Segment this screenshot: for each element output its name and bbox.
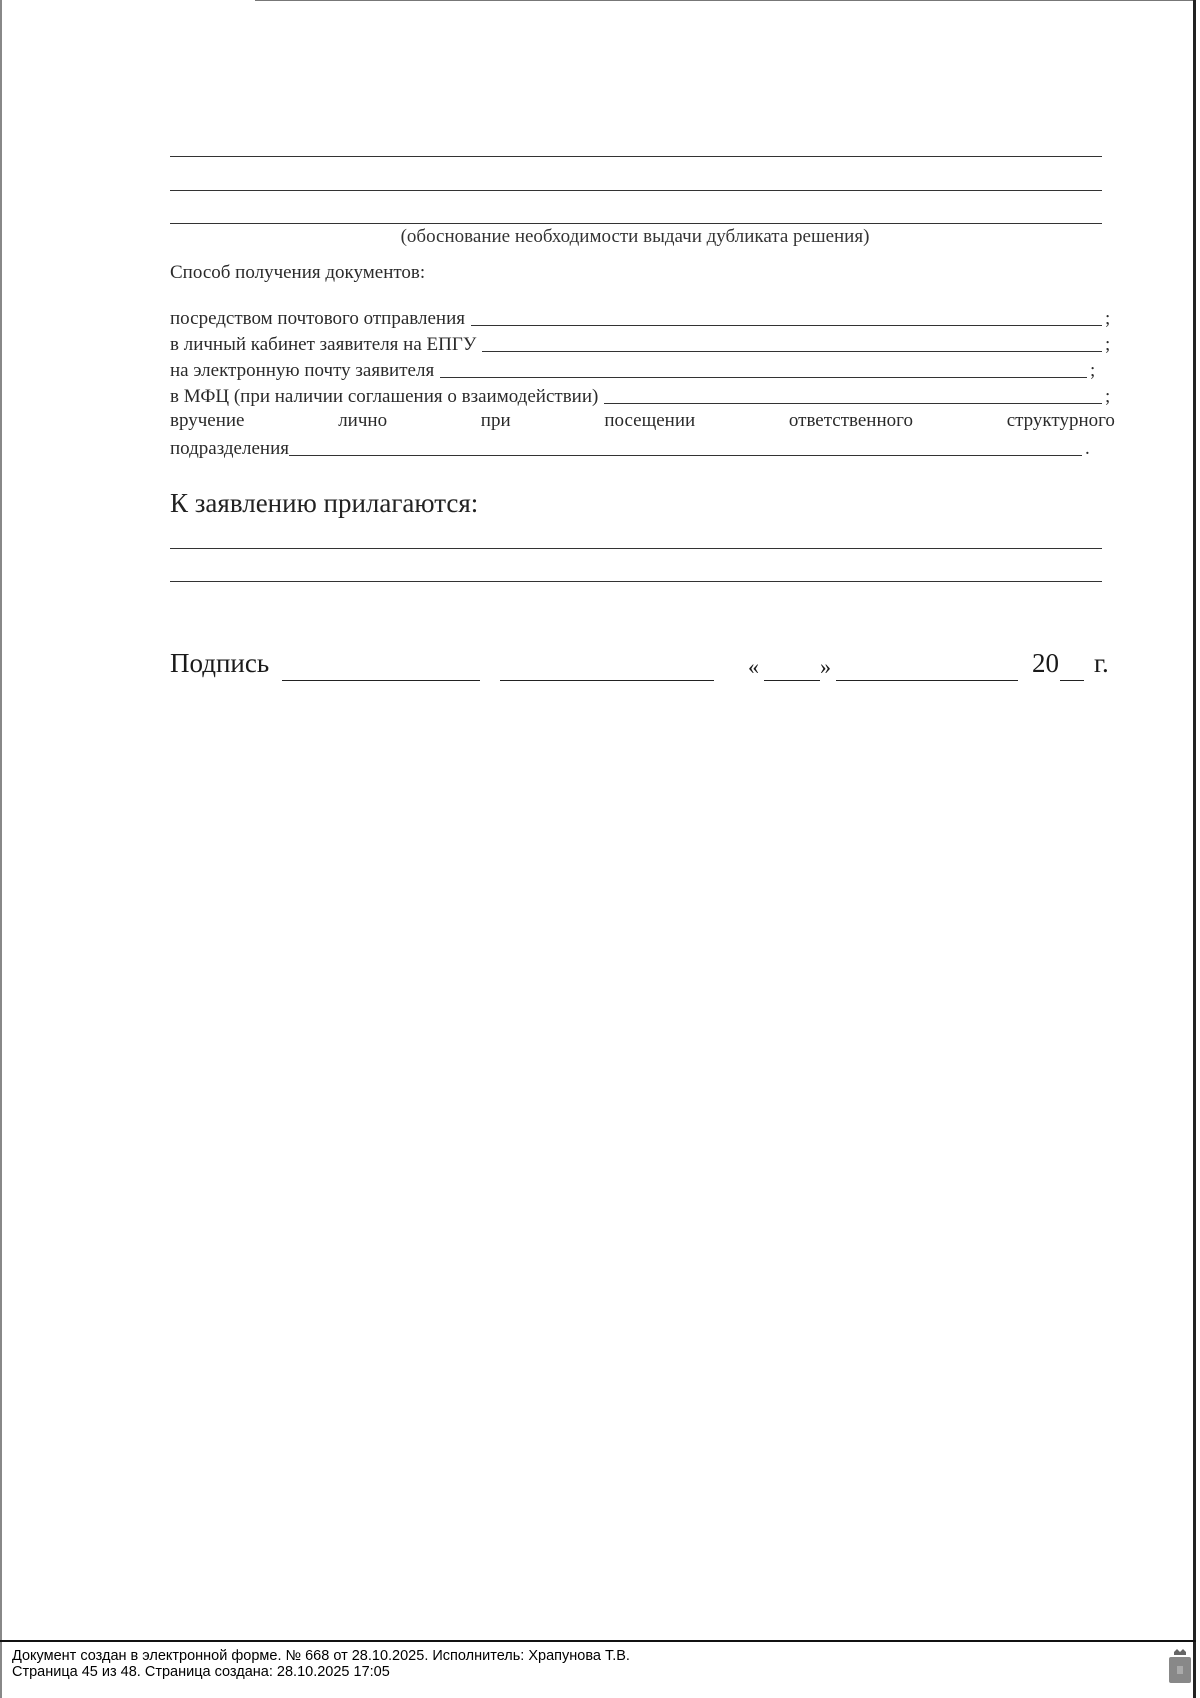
delivery-option-epgu <box>170 332 1115 356</box>
reason-line-1 <box>170 156 1102 157</box>
coat-of-arms-icon <box>1168 1648 1192 1684</box>
page-edge-left <box>0 0 2 1698</box>
delivery-option-ending: ; <box>1090 360 1096 381</box>
delivery-option-label: в личный кабинет заявителя на ЕПГУ <box>170 334 477 355</box>
delivery-option-email <box>170 358 1100 382</box>
footer-divider <box>0 1640 1196 1642</box>
delivery-option-label: посредством почтового отправления <box>170 308 465 329</box>
personal-word: посещении <box>604 410 696 431</box>
year-suffix: г. <box>1094 648 1109 678</box>
personal-blank[interactable] <box>289 454 1082 456</box>
reason-line-2 <box>170 190 1102 191</box>
document-footer <box>12 1648 630 1680</box>
reason-caption: (обоснование необходимости выдачи дубликата решения) <box>400 226 870 247</box>
personal-cont-label: подразделения <box>170 438 289 459</box>
signature-label: Подпись <box>170 648 270 678</box>
delivery-option-blank[interactable] <box>604 402 1102 404</box>
delivery-option-label: на электронную почту заявителя <box>170 360 435 381</box>
footer-line-1: Документ создан в электронной форме. № 668 от 28.10.2025. Исполнитель: Храпунова Т.В. <box>12 1648 630 1664</box>
delivery-option-mfc <box>170 384 1115 408</box>
attachments-line-1[interactable] <box>170 548 1102 549</box>
personal-word: структурного <box>1006 410 1115 431</box>
delivery-heading: Способ получения документов: <box>170 262 426 283</box>
page-edge-right <box>1193 0 1196 1698</box>
attachments-title: К заявлению прилагаются: <box>170 488 479 518</box>
day-blank[interactable] <box>764 680 820 681</box>
page-edge-top <box>255 0 1195 1</box>
personal-ending: . <box>1085 438 1090 459</box>
delivery-option-blank[interactable] <box>471 324 1102 326</box>
delivery-option-blank[interactable] <box>440 376 1087 378</box>
footer-line-2: Страница 45 из 48. Страница создана: 28.10.2025 17:05 <box>12 1664 390 1680</box>
delivery-option-personal-cont <box>170 436 1095 460</box>
personal-word: при <box>480 410 511 431</box>
delivery-option-ending: ; <box>1105 308 1111 329</box>
personal-word: ответственного <box>788 410 913 431</box>
quote-open: « <box>748 654 759 679</box>
delivery-option-blank[interactable] <box>482 350 1102 352</box>
delivery-option-ending: ; <box>1105 386 1111 407</box>
signature-blank[interactable] <box>282 680 480 681</box>
personal-word: лично <box>338 410 388 431</box>
attachments-line-2[interactable] <box>170 581 1102 582</box>
year-prefix: 20 <box>1032 648 1059 678</box>
quote-close: » <box>820 654 831 679</box>
reason-line-3 <box>170 223 1102 224</box>
delivery-option-post <box>170 306 1115 330</box>
delivery-option-ending: ; <box>1105 334 1111 355</box>
month-blank[interactable] <box>836 680 1018 681</box>
delivery-option-label: в МФЦ (при наличии соглашения о взаимодействии) <box>170 386 599 407</box>
delivery-option-personal <box>170 410 1115 432</box>
name-blank[interactable] <box>500 680 714 681</box>
personal-word: вручение <box>170 410 245 431</box>
year-blank[interactable] <box>1060 680 1084 681</box>
